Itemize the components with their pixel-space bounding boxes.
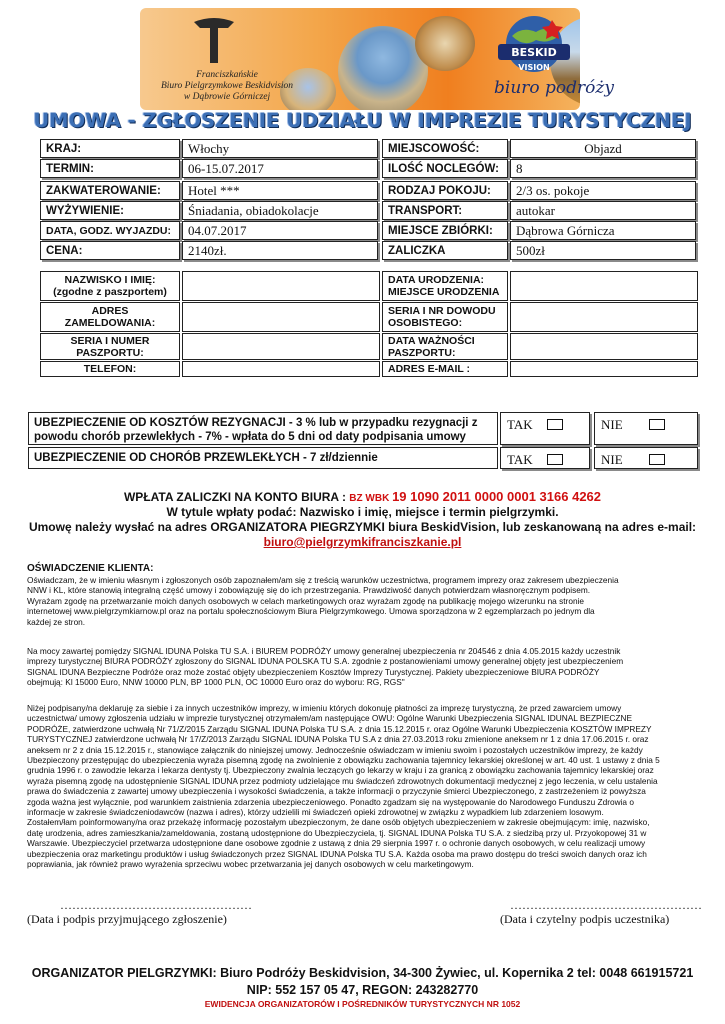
declaration-line: PODRÓŻE, zatwierdzone uchwałą Nr 71/Z/2015 Zarządu SIGNAL IDUNA Polska TU S.A. z dnia 15.12.2015 r. oraz Ogólne Warunki Ubezpieczenia KOSZTÓW IMPREZY <box>27 723 652 734</box>
adres-field[interactable] <box>182 302 380 332</box>
tau-cross-logo-icon <box>188 16 240 64</box>
zakwaterowanie-value: Hotel *** <box>182 181 378 200</box>
telefon-label: TELEFON: <box>40 361 180 377</box>
email-field[interactable] <box>510 361 698 377</box>
rezygnacja-nie-option[interactable] <box>594 412 698 445</box>
dowod-label: SERIA I NR DOWODU OSOBISTEGO: <box>382 302 508 332</box>
chorob-nie-option[interactable] <box>594 447 698 469</box>
declaration-line: Zostałem/łam poinformowany/na oraz przekażę informację pozostałym ubezpieczonym, że dane osób objętych ubezpieczeniem w zakresie obejmującym: imię, nazwisko, <box>27 817 650 828</box>
declaration-line: internetowej www.pielgrzymkiarnow.pl oraz na portalu społecznościowym Biura Pielgrzymkowego. Umowa sporządzona w 2 egzemplarzach po jednym dla <box>27 606 595 617</box>
rezygnacja-line1: UBEZPIECZENIE OD KOSZTÓW REZYGNACJI - 3 % lub w przypadku rezygnacji z <box>34 417 478 429</box>
declaration-line: Niżej podpisany/na deklaruję za siebie i za innych uczestników imprezy, w imieniu których dokonuję płatności za imprezę turystyczną, że przed zawarciem umowy <box>27 703 622 713</box>
declaration-line: Na mocy zawartej pomiędzy SIGNAL IDUNA Polska TU S.A. i BIUREM PODRÓŻY umowy generalnej ubezpieczenia nr 204546 z dnia 4.05.2015 każdy uczestnik <box>27 646 621 656</box>
tak-checkbox[interactable] <box>547 419 563 430</box>
biuro-podrozy-label: biuro podróży <box>494 78 614 98</box>
organizer-line: ORGANIZATOR PIELGRZYMKI: Biuro Podróży Beskidvision, 34-300 Żywiec, ul. Kopernika 2 tel: 0048 661915721 <box>31 966 694 980</box>
bank-name: BZ WBK <box>349 493 393 504</box>
dowod-field[interactable] <box>510 302 698 332</box>
declaration-line: informacje w zakresie świadczeniodawców (nazwa i adres), którzy udzielili mi świadczeń opieki zdrowotnej w związku z wypadkiem lub zdarzeniem losowym. <box>27 807 604 818</box>
chorob-text: UBEZPIECZENIE OD CHORÓB PRZEWLEKŁYCH - 7 zł/dziennie <box>34 452 378 464</box>
noclegi-label: ILOŚĆ NOCLEGÓW: <box>382 159 508 178</box>
declaration-line: prawa do świadczenia z zawartej umowy ubezpieczenia i wysokości świadczenia, a także informacji o przyczynie śmierci Ubezpieczonego, z zastrzeżeniem iż powyższa <box>27 786 646 797</box>
org-name-line3: w Dąbrowie Górniczej <box>183 92 271 102</box>
pokoj-label: RODZAJ POKOJU: <box>382 181 508 200</box>
declaration-paragraph-2 <box>27 646 707 688</box>
zakwaterowanie-label: ZAKWATEROWANIE: <box>40 181 180 200</box>
send-instruction: Umowę należy wysłać na adres ORGANIZATORA PIEGRZYMKI biura BeskidVision, lub zeskanowaną na adres e-mail: <box>28 520 697 534</box>
email-link-wrapper <box>0 535 725 549</box>
declaration-line: wyraża pisemną zgodę na udostępnienie SIGNAL IDUNA przez podmioty udzielające mu świadczeń zdrowotnych dokumentacji medycznej z jego leczenia, w celu ustalenia <box>27 775 658 786</box>
payment-line: WPŁATA ZALICZKI NA KONTO BIURA : BZ WBK 19 1090 2011 0000 0001 3166 4262 <box>123 489 602 504</box>
document-title: UMOWA - ZGŁOSZENIE UDZIAŁU W IMPREZIE TURYSTYCZNEJ <box>33 109 692 132</box>
waznosc-field[interactable] <box>510 333 698 360</box>
miejscowosc-value: Objazd <box>510 139 696 158</box>
kraj-value: Włochy <box>182 139 378 158</box>
email-label: ADRES E-MAIL : <box>382 361 508 377</box>
paszport-label: SERIA I NUMER PASZPORTU: <box>40 333 180 360</box>
declaration-heading: OŚWIADCZENIE KLIENTA: <box>27 563 154 574</box>
paszport-field[interactable] <box>182 333 380 360</box>
declaration-line: ubezpieczenia oraz marketingu produktów i usług świadczonych przez SIGNAL IDUNA Polska TU S.A. Każda osoba ma prawo dostępu do treści swoich danych oraz ich <box>27 848 647 859</box>
tak-label: TAK <box>507 452 533 467</box>
telefon-field[interactable] <box>182 361 380 377</box>
logo-text-2: VISION <box>518 63 550 72</box>
declaration-line: TURYSTYCZNEJ zatwierdzone uchwałą Nr 17/Z/2013 Zarządu SIGNAL IDUNA Polska TU S.A z dnia 27.03.2013 roku zmienione aneksem nr 1 z dnia 17.06.2015 r. oraz <box>27 734 649 745</box>
chorob-tak-option[interactable] <box>500 447 590 469</box>
ubezpieczenie-rezygnacji <box>28 412 498 445</box>
wyzywienie-label: WYŻYWIENIE: <box>40 201 180 220</box>
declaration-line: poprawiania, jak również prawo wyrażenia sprzeciwu wobec przetwarzania jej danych osobowych w celu marketingowym. <box>27 859 474 870</box>
zaliczka-value: 500zł <box>510 241 696 260</box>
declaration-line: Wyrażam zgodę na przetwarzanie moich danych osobowych w celach marketingowych oraz wyrażam zgodę na publikację mojego wizerunku na stronie <box>27 595 585 606</box>
rezygnacja-tak-option[interactable] <box>500 412 590 445</box>
nie-label: NIE <box>601 452 623 467</box>
termin-value: 06-15.07.2017 <box>182 159 378 178</box>
declaration-line: datę urodzenia, adres zamieszkania/zameldowania, zostaną udostępnione do Ubezpieczyciela, tj. SIGNAL IDUNA Polska TU S.A. z siedzibą przy ul. Przyokopowej 31 w <box>27 827 647 838</box>
zaliczka-label: ZALICZKA <box>382 241 508 260</box>
tak-label: TAK <box>507 417 533 432</box>
declaration-line: aneksem nr 2 z dnia 15.12.2015 r., stanowiące załącznik do niniejszej umowy. Jednocześnie oświadczam w imieniu swoim i pozostałych uczestników imprezy, że każdy <box>27 744 643 755</box>
declaration-line: Oświadczam, że w imieniu własnym i zgłoszonych osób zapoznałem/am się z treścią warunków uczestnictwa, programem imprezy oraz zakresem ubezpieczenia <box>27 575 619 585</box>
nazwisko-field[interactable] <box>182 271 380 301</box>
tak-checkbox[interactable] <box>547 454 563 465</box>
adres-label: ADRES ZAMELDOWANIA: <box>40 302 180 332</box>
cena-label: CENA: <box>40 241 180 260</box>
miejscowosc-label: MIEJSCOWOŚĆ: <box>382 139 508 158</box>
ubezpieczenie-chorob <box>28 447 498 469</box>
declaration-line: grudnia 1996 r. o zawodzie lekarza i lekarza dentysty tj. Ubezpieczony zwalnia leczących go lekarzy w kraju i za granicą z obowiązku zachowania tajemnicy lekarskiej oraz <box>27 765 654 776</box>
data-wyjazdu-value: 04.07.2017 <box>182 221 378 240</box>
registry-line: EWIDENCJA ORGANIZATORÓW I POŚREDNIKÓW TURYSTYCZNYCH NR 1052 <box>204 999 521 1009</box>
transport-label: TRANSPORT: <box>382 201 508 220</box>
logo-text: BESKID <box>511 46 557 59</box>
termin-label: TERMIN: <box>40 159 180 178</box>
kraj-label: KRAJ: <box>40 139 180 158</box>
signature-label-left: (Data i podpis przyjmującego zgłoszenie) <box>27 912 227 926</box>
waznosc-label: DATA WAŻNOŚCI PASZPORTU: <box>382 333 508 360</box>
signature-line-right: ………………………………………… <box>510 898 702 912</box>
urodzenie-field[interactable] <box>510 271 698 301</box>
contact-email-link[interactable]: biuro@pielgrzymkifranciszkanie.pl <box>263 535 462 549</box>
signature-line-left: ………………………………………… <box>60 898 252 912</box>
signature-label-right: (Data i czytelny podpis uczestnika) <box>500 912 670 926</box>
declaration-line: każdej ze stron. <box>27 616 86 627</box>
noclegi-value: 8 <box>510 159 696 178</box>
declaration-line: obejmują: Kl 15000 Euro, NNW 10000 PLN, BP 1000 PLN, OC 10000 Euro oraz do wyboru: RG, RGS" <box>27 677 405 688</box>
rezygnacja-line2: powodu chorób przewlekłych - 7% - wpłata do 5 dni od daty podpisania umowy <box>34 431 466 443</box>
urodzenie-label: DATA URODZENIA: MIEJSCE URODZENIA <box>382 271 508 301</box>
beskidvision-logo-icon <box>492 14 576 78</box>
transport-value: autokar <box>510 201 696 220</box>
nazwisko-label: NAZWISKO I IMIĘ: (zgodne z paszportem) <box>40 271 180 301</box>
declaration-line: zgoda ważna jest wyłącznie, pod warunkiem zaistnienia zdarzenia ubezpieczeniowego. Ponadto zgadzam się na występowanie do Narodowego Funduszu Zdrowia o <box>27 796 634 807</box>
nie-checkbox[interactable] <box>649 419 665 430</box>
data-wyjazdu-label: DATA, GODZ. WYJAZDU: <box>40 221 180 240</box>
declaration-line: NNW i KL, które stanowią integralną część umowy i zobowiązuję się do ich przestrzegania. Prawdziwość danych potwierdzam własnoręcznym podpisem. <box>27 585 591 596</box>
cena-value: 2140zł. <box>182 241 378 260</box>
nie-checkbox[interactable] <box>649 454 665 465</box>
declaration-paragraph-3 <box>27 703 707 870</box>
pokoj-value: 2/3 os. pokoje <box>510 181 696 200</box>
zbiorka-label: MIEJSCE ZBIÓRKI: <box>382 221 508 240</box>
pilgrim-photo <box>415 16 475 71</box>
declaration-line: uczestnictwa/ umowy zgłoszenia udziału w imprezie turystycznej otrzymałem/am następujące OWU: Ogólne Warunki Ubezpieczenia SIGNAL IDUNAL BEZPIECZNE <box>27 713 632 724</box>
zbiorka-value: Dąbrowa Górnicza <box>510 221 696 240</box>
declaration-line: SIGNAL IDUNA Bezpieczne Podróże oraz może zostać objęty ubezpieczeniem Kosztów Imprezy Turystycznej. Pakiety ubezpieczeniowe BIURA PODRÓŻY <box>27 666 600 677</box>
declaration-line: Warszawie. Ubezpieczyciel przetwarza udostępnione dane osobowe zgodnie z ustawą z dnia 29 sierpnia 1997 r. o ochronie danych osobowych, w celu realizacji umowy <box>27 838 646 849</box>
nie-label: NIE <box>601 417 623 432</box>
account-number: 19 1090 2011 0000 0001 3166 4262 <box>392 489 602 504</box>
org-name-line1: Franciszkańskie <box>196 70 258 80</box>
org-name-line2: Biuro Pielgrzymkowe Beskidvision <box>160 81 294 91</box>
declaration-line: imprezy turystycznej BIURA PODRÓŻY zgłoszony do SIGNAL IDUNA POLSKA TU S.A. zgodnie z postanowieniami umowy generalnej objęty jest ubezpieczeniem <box>27 656 624 667</box>
nip-regon-line: NIP: 552 157 05 47, REGON: 243282770 <box>246 983 479 997</box>
declaration-line: Ubezpieczony przestępując do ubezpieczenia wyraża pisemną zgodę na zwolnienie z obowiązku zachowania tajemnicy lekarskiej określonej w art. 40 ust. 1 ustawy z dnia 5 <box>27 755 660 766</box>
payment-title-instruction: W tytule wpłaty podać: Nazwisko i imię, miejsce i termin pielgrzymki. <box>166 505 559 519</box>
wyzywienie-value: Śniadania, obiadokolacje <box>182 201 378 220</box>
declaration-paragraph-1 <box>27 575 707 627</box>
